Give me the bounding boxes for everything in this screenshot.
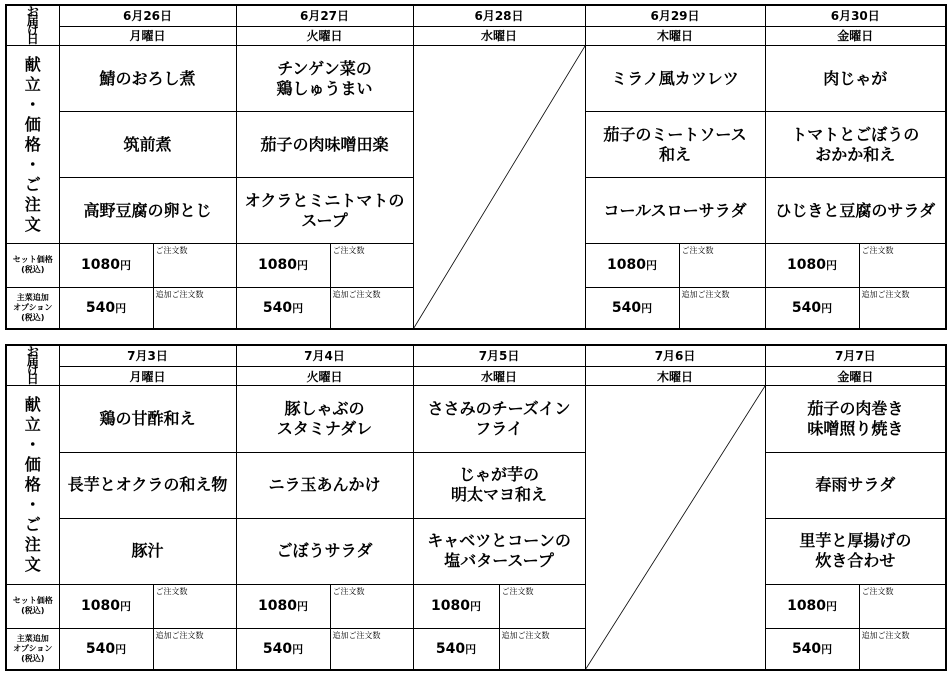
weekday: 月曜日: [59, 26, 236, 46]
menu-item: ごぼうサラダ: [236, 518, 413, 584]
delivery-date: 7月4日: [236, 345, 413, 366]
option-price: 540円: [413, 628, 499, 670]
delivery-date: 6月27日: [236, 5, 413, 26]
add-order-count-label: 追加ご注文数: [861, 289, 910, 299]
add-order-count-label: 追加ご注文数: [861, 630, 910, 640]
set-price: 1080円: [236, 585, 330, 628]
order-count-label: ご注文数: [681, 246, 714, 256]
delivery-date: 7月6日: [585, 345, 765, 366]
menu-item: 豚しゃぶの スタミナダレ: [236, 386, 413, 452]
delivery-date: 7月3日: [59, 345, 236, 366]
closed-day: [413, 46, 585, 329]
order-count-field[interactable]: [330, 244, 413, 287]
weekday: 金曜日: [765, 26, 946, 46]
strike-line: [586, 386, 765, 669]
delivery-date-label: お 届 け 日: [6, 345, 59, 386]
add-order-count-field[interactable]: [859, 628, 946, 670]
menu-item: 茄子の肉巻き 味噌照り焼き: [765, 386, 946, 452]
menu-item: ひじきと豆腐のサラダ: [765, 178, 946, 244]
weekday: 火曜日: [236, 366, 413, 386]
order-count-field[interactable]: [499, 585, 585, 628]
option-price: 540円: [765, 628, 859, 670]
add-order-count-field[interactable]: [330, 628, 413, 670]
delivery-date: 6月29日: [585, 5, 765, 26]
menu-item: トマトとごぼうの おかか和え: [765, 112, 946, 178]
strike-line: [414, 46, 585, 328]
delivery-date: 6月30日: [765, 5, 946, 26]
delivery-date-label: お 届 け 日: [6, 5, 59, 46]
add-order-count-field[interactable]: [330, 287, 413, 329]
menu-item: 茄子のミートソース 和え: [585, 112, 765, 178]
order-count-label: ご注文数: [861, 246, 894, 256]
menu-item: 春雨サラダ: [765, 452, 946, 518]
order-count-field[interactable]: [153, 585, 236, 628]
add-order-count-field[interactable]: [153, 287, 236, 329]
order-count-label: ご注文数: [861, 587, 894, 597]
order-count-field[interactable]: [679, 244, 765, 287]
menu-item: 長芋とオクラの和え物: [59, 452, 236, 518]
order-count-label: ご注文数: [155, 246, 188, 256]
option-price: 540円: [765, 287, 859, 329]
option-price: 540円: [59, 287, 153, 329]
menu-item: 豚汁: [59, 518, 236, 584]
week-table-2: [5, 344, 945, 671]
menu-item: 里芋と厚揚げの 炊き合わせ: [765, 518, 946, 584]
menu-item: ささみのチーズイン フライ: [413, 386, 585, 452]
order-count-field[interactable]: [859, 585, 946, 628]
set-price: 1080円: [585, 244, 679, 287]
menu-label: 献 立 ・ 価 格 ・ ご 注 文: [6, 46, 59, 244]
menu-item: 鯖のおろし煮: [59, 46, 236, 112]
add-order-count-label: 追加ご注文数: [501, 630, 550, 640]
add-order-count-field[interactable]: [499, 628, 585, 670]
set-price: 1080円: [765, 585, 859, 628]
order-count-label: ご注文数: [332, 246, 365, 256]
menu-item: キャベツとコーンの 塩バタースープ: [413, 518, 585, 584]
delivery-date: 7月7日: [765, 345, 946, 366]
menu-item: 高野豆腐の卵とじ: [59, 178, 236, 244]
menu-item: チンゲン菜の 鶏しゅうまい: [236, 46, 413, 112]
order-count-label: ご注文数: [155, 587, 188, 597]
option-price: 540円: [59, 628, 153, 670]
closed-day: [585, 386, 765, 670]
order-count-label: ご注文数: [501, 587, 534, 597]
order-count-field[interactable]: [330, 585, 413, 628]
add-order-count-label: 追加ご注文数: [155, 630, 204, 640]
menu-grid: [5, 4, 947, 330]
weekday: 金曜日: [765, 366, 946, 386]
weekday: 水曜日: [413, 366, 585, 386]
weekday: 木曜日: [585, 26, 765, 46]
order-count-field[interactable]: [859, 244, 946, 287]
add-order-count-label: 追加ご注文数: [332, 289, 381, 299]
menu-item: 筑前煮: [59, 112, 236, 178]
menu-item: 茄子の肉味噌田楽: [236, 112, 413, 178]
set-price: 1080円: [236, 244, 330, 287]
weekday: 木曜日: [585, 366, 765, 386]
set-price: 1080円: [59, 244, 153, 287]
weekday: 火曜日: [236, 26, 413, 46]
order-count-field[interactable]: [153, 244, 236, 287]
add-order-count-field[interactable]: [153, 628, 236, 670]
option-price: 540円: [236, 287, 330, 329]
add-order-count-field[interactable]: [859, 287, 946, 329]
option-price: 540円: [236, 628, 330, 670]
menu-item: オクラとミニトマトの スープ: [236, 178, 413, 244]
weekday: 水曜日: [413, 26, 585, 46]
set-price: 1080円: [413, 585, 499, 628]
menu-item: じゃが芋の 明太マヨ和え: [413, 452, 585, 518]
week-table-1: [5, 4, 945, 330]
delivery-date: 7月5日: [413, 345, 585, 366]
add-order-count-label: 追加ご注文数: [155, 289, 204, 299]
order-count-label: ご注文数: [332, 587, 365, 597]
menu-item: コールスローサラダ: [585, 178, 765, 244]
set-price-label: セット価格 (税込): [6, 244, 59, 287]
option-label: 主菜追加 オプション (税込): [6, 628, 59, 670]
menu-item: ニラ玉あんかけ: [236, 452, 413, 518]
add-order-count-label: 追加ご注文数: [332, 630, 381, 640]
menu-item: ミラノ風カツレツ: [585, 46, 765, 112]
set-price: 1080円: [59, 585, 153, 628]
option-label: 主菜追加 オプション (税込): [6, 287, 59, 329]
weekday: 月曜日: [59, 366, 236, 386]
set-price-label: セット価格 (税込): [6, 585, 59, 628]
menu-item: 鶏の甘酢和え: [59, 386, 236, 452]
delivery-date: 6月26日: [59, 5, 236, 26]
option-price: 540円: [585, 287, 679, 329]
menu-item: 肉じゃが: [765, 46, 946, 112]
menu-label: 献 立 ・ 価 格 ・ ご 注 文: [6, 386, 59, 585]
menu-grid: [5, 344, 947, 671]
set-price: 1080円: [765, 244, 859, 287]
add-order-count-label: 追加ご注文数: [681, 289, 730, 299]
delivery-date: 6月28日: [413, 5, 585, 26]
add-order-count-field[interactable]: [679, 287, 765, 329]
